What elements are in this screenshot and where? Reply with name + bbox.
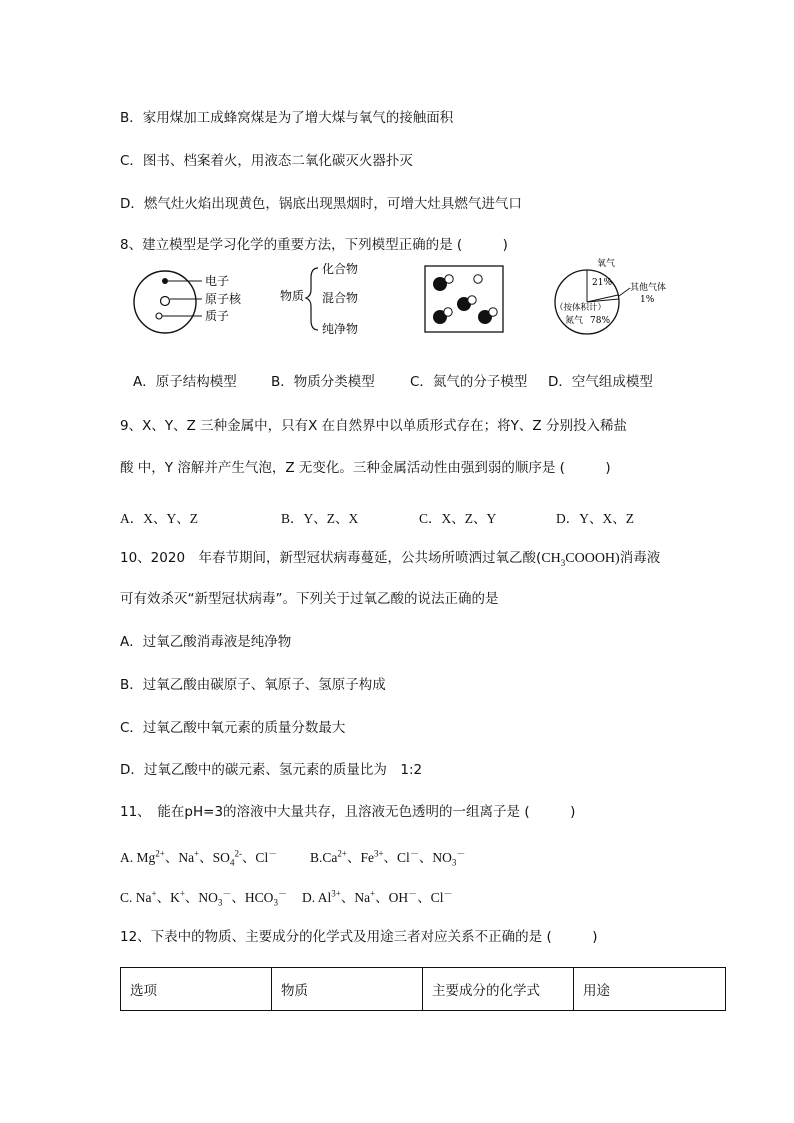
- molecule-small-atom: [474, 275, 482, 283]
- q10-stem-line2: 可有效杀灭“新型冠状病毒”。下列关于过氧乙酸的说法正确的是: [120, 591, 499, 607]
- q10-stem-line1: 10、2020 年春节期间，新型冠状病毒蔓延，公共场所喷洒过氧乙酸$(CH_3COOOH)$消毒液: [120, 550, 661, 568]
- q9-stem-line2: 酸 中，Y 溶解并产生气泡，Z 无变化。三种金属活动性由强到弱的顺序是 ( ): [120, 460, 611, 476]
- air-oxygen-label: 氧气: [597, 259, 616, 269]
- atom-label-nucleus: 原子核: [205, 292, 242, 306]
- electron-dot: [162, 278, 168, 284]
- nucleus-circle: [161, 297, 170, 306]
- molecule-small-atom: [445, 275, 453, 283]
- q11-option-b: $B.Ca^{2+}$、$Fe^{3+}$、Cl－、$NO_3^-$: [310, 848, 466, 868]
- table-header-row: [121, 968, 726, 1011]
- q11-stem: 11、 能在pH=3的溶液中大量共存，且溶液无色透明的一组离子是 ( ): [120, 804, 576, 820]
- table-header-cell: 主要成分的化学式: [423, 968, 574, 1011]
- molecule-small-atom: [444, 308, 452, 316]
- q11-option-d: D. $Al^{3+}$、Na+、OH－、Cl－: [302, 888, 453, 905]
- q8-option-c: C．氮气的分子模型: [410, 374, 528, 390]
- q12-stem: 12、下表中的物质、主要成分的化学式及用途三者对应关系不正确的是 ( ): [120, 929, 598, 945]
- q10-option-b: B．过氧乙酸由碳原子、氧原子、氢原子构成: [120, 677, 386, 693]
- q11-option-a: A. $Mg^{2+}$、Na+、$SO_4^{2-}$、Cl－: [120, 848, 278, 868]
- classification-root: 物质: [280, 289, 305, 303]
- molecule-small-atom: [468, 296, 476, 304]
- table-header-cell: 选项: [121, 968, 272, 1011]
- q12-table: [120, 967, 726, 1011]
- air-nitrogen-pct: 78%: [590, 316, 611, 326]
- q10-option-c: C．过氧乙酸中氧元素的质量分数最大: [120, 720, 346, 736]
- air-center-note: （按体积计）: [555, 303, 607, 313]
- nitrogen-molecule-diagram: [424, 265, 506, 335]
- q9-stem-line1: 9、X、Y、Z 三种金属中，只有X 在自然界中以单质形式存在；将Y、Z 分别投入稀盐: [120, 418, 627, 434]
- air-nitrogen-label: 氮气: [565, 316, 584, 326]
- q8-stem: 8、建立模型是学习化学的重要方法，下列模型正确的是 ( ): [120, 237, 508, 253]
- atom-label-electron: 电子: [205, 274, 230, 288]
- q9-option-c: C．X、Z、Y: [419, 511, 497, 526]
- classification-item-compound: 化合物: [322, 262, 359, 276]
- table-header-cell: 用途: [574, 968, 726, 1011]
- q8-option-d: D．空气组成模型: [548, 374, 653, 390]
- air-oxygen-pct: 21%: [592, 278, 613, 288]
- q9-option-d: D．Y、X、Z: [556, 511, 634, 526]
- q7-option-d: D．燃气灶火焰出现黄色，锅底出现黑烟时，可增大灶具燃气进气口: [120, 196, 522, 212]
- q10-option-d: D．过氧乙酸中的碳元素、氢元素的质量比为 1:2: [120, 762, 423, 778]
- q11-option-c: C. Na+、K+、$NO_3^-$、$HCO_3^-$: [120, 888, 287, 908]
- classification-item-mixture: 混合物: [322, 291, 359, 305]
- air-other-label: 其他气体: [630, 283, 667, 293]
- classification-brace: [306, 268, 318, 330]
- q10-option-a: A．过氧乙酸消毒液是纯净物: [120, 634, 292, 650]
- q7-option-b: B．家用煤加工成蜂窝煤是为了增大煤与氧气的接触面积: [120, 110, 454, 126]
- q8-option-a: A．原子结构模型: [133, 374, 237, 390]
- molecule-small-atom: [489, 308, 497, 316]
- q7-option-c: C．图书、档案着火，用液态二氧化碳灭火器扑灭: [120, 153, 413, 169]
- q9-option-b: B．Y、Z、X: [281, 511, 359, 526]
- air-other-pct: 1%: [640, 295, 655, 305]
- peracetic-acid-formula: $CH_3COOOH$): [541, 551, 620, 568]
- air-composition-diagram: [548, 252, 698, 338]
- proton-circle: [156, 313, 162, 319]
- table-header-cell: 物质: [272, 968, 423, 1011]
- atom-model-diagram: [130, 264, 250, 346]
- q9-option-a: A．X、Y、Z: [120, 511, 198, 526]
- classification-item-pure: 纯净物: [322, 322, 359, 336]
- atom-label-proton: 质子: [205, 309, 230, 323]
- classification-model-diagram: [278, 258, 378, 340]
- q8-option-b: B．物质分类模型: [271, 374, 375, 390]
